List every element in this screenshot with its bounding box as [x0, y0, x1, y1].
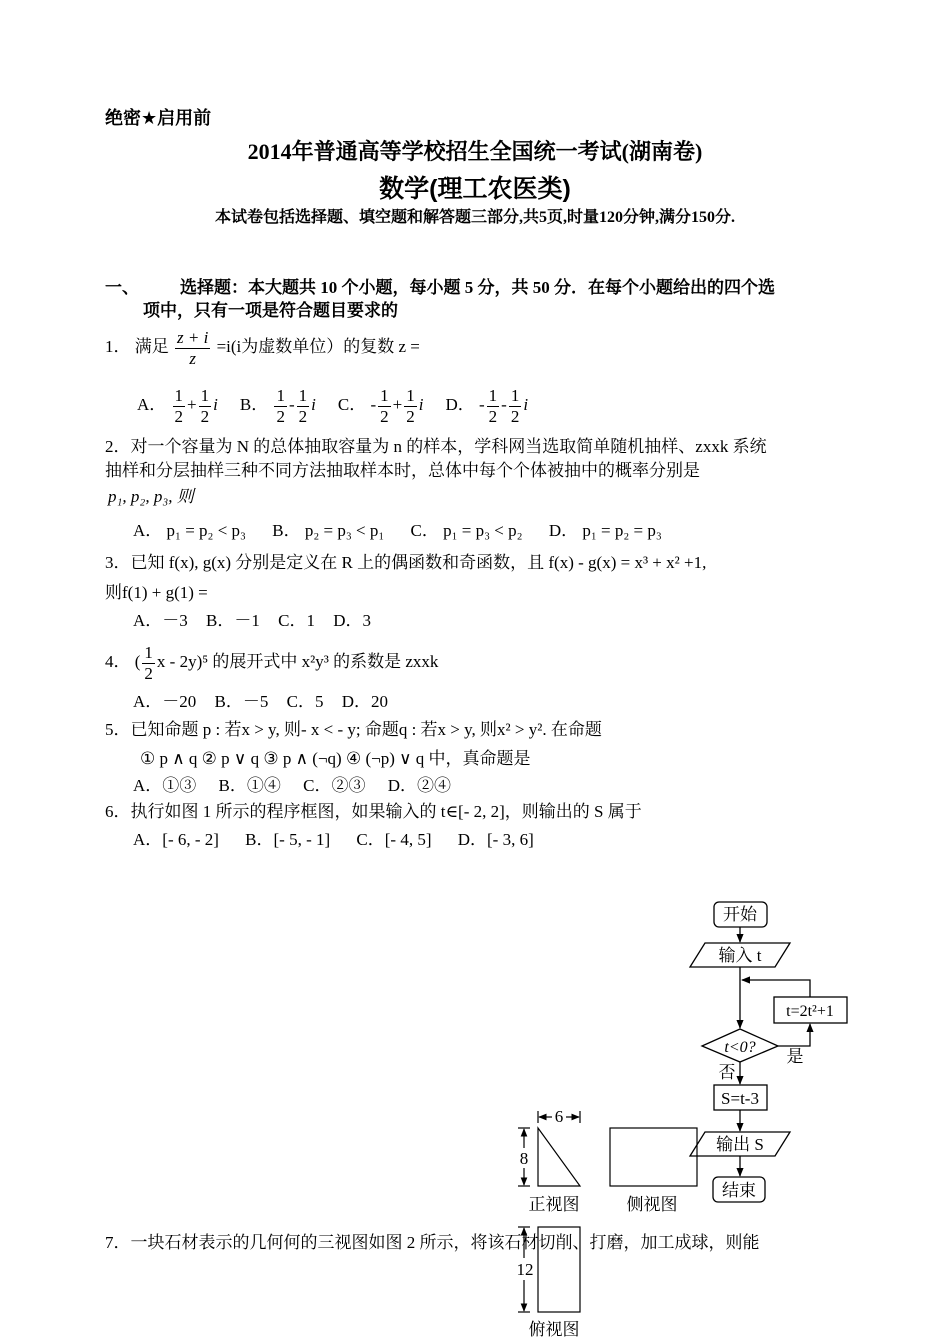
q2-option-a[interactable]: A． p₁ = p₂ < p₃	[133, 521, 246, 540]
option-label: C．	[337, 395, 367, 414]
option-operator: +	[187, 395, 197, 414]
option-label: B．	[239, 395, 269, 414]
q2-number: 2．	[105, 437, 131, 456]
imaginary-unit: i	[311, 395, 316, 414]
q6-option-c[interactable]: C．[- 4, 5]	[356, 830, 432, 849]
q6-option-b[interactable]: B．[- 5, - 1]	[245, 830, 331, 849]
subject-title: 数学(理工农医类)	[379, 175, 571, 203]
dim-height-label: 8	[519, 1149, 529, 1168]
q7-number: 7．	[105, 1233, 131, 1252]
top-view-rect	[538, 1227, 580, 1312]
q4-option-d[interactable]: D．20	[341, 692, 388, 711]
option-operator: -	[501, 395, 507, 414]
exam-note: 本试卷包括选择题、填空题和解答题三部分,共5页,时量120分钟,满分150分.	[214, 209, 735, 226]
q3-option-a[interactable]: A．－3	[133, 611, 188, 630]
option-operator: +	[392, 395, 403, 414]
q3-text-1: 已知 f(x), g(x) 分别是定义在 R 上的偶函数和奇函数，且 f(x) - g(x) = x³ + x² +1,	[130, 553, 707, 572]
frac-den: 2	[488, 406, 498, 426]
exam-title: 2014年普通高等学校招生全国统一考试(湖南卷)	[247, 139, 703, 164]
frac-num: 1	[406, 385, 415, 405]
frac-den: 2	[200, 406, 210, 426]
frac-den: 2	[406, 406, 415, 426]
option-label: D．	[445, 395, 475, 414]
q4-number: 4．	[105, 652, 131, 671]
flow-yes-label: 是	[786, 1047, 804, 1066]
dim-width-label: 6	[554, 1107, 564, 1126]
q4-paren: (	[134, 652, 141, 671]
frac-den: 2	[510, 406, 520, 426]
imaginary-unit: i	[418, 395, 424, 414]
flow-yes-arrow	[778, 1024, 810, 1046]
frac-den: 2	[276, 406, 285, 426]
front-view-triangle	[538, 1128, 580, 1186]
q1-number: 1．	[105, 337, 131, 356]
flow-start-label: 开始	[723, 905, 757, 924]
q6-number: 6．	[105, 802, 131, 821]
option-operator: -	[288, 395, 295, 414]
front-view-label: 正视图	[528, 1195, 580, 1214]
section-number: 一、	[105, 278, 139, 297]
frac-den: 2	[174, 406, 184, 426]
q3-number: 3．	[105, 553, 131, 572]
flow-input-label: 输入 t	[718, 946, 762, 965]
q1-prefix: 满足	[134, 337, 169, 356]
q5-option-c[interactable]: C．②③	[303, 776, 366, 795]
flow-no-label: 否	[718, 1063, 736, 1082]
flow-loop-arrow	[742, 980, 810, 997]
q4-option-a[interactable]: A．－20	[133, 692, 197, 711]
frac-num: 1	[298, 385, 308, 405]
q2-option-d[interactable]: D． p₁ = p₂ = p₃	[548, 521, 662, 540]
side-view-label: 侧视图	[626, 1195, 678, 1214]
frac-num: 1	[380, 385, 389, 405]
q5-option-a[interactable]: A．①③	[133, 776, 197, 795]
q2-text-1: 对一个容量为 N 的总体抽取容量为 n 的样本，学科网当选取简单随机抽样、zxxk 系统	[130, 437, 767, 456]
q1-frac-num: z + i	[177, 327, 209, 347]
frac-num: 1	[174, 385, 184, 405]
flowchart	[690, 902, 847, 1202]
flow-condition-label: t<0?	[724, 1039, 756, 1056]
q4-frac-den: 2	[144, 663, 153, 683]
q5-option-d[interactable]: D．②④	[387, 776, 451, 795]
frac-num: 1	[200, 385, 210, 405]
flow-update-label: t=2t²+1	[786, 1003, 834, 1020]
q3-option-c[interactable]: C．1	[278, 611, 315, 630]
frac-num: 1	[488, 385, 498, 405]
q4-expression: x - 2y)⁵ 的展开式中 x²y³ 的系数是 zxxk	[156, 652, 439, 671]
option-sign: -	[370, 395, 377, 414]
frac-num: 1	[510, 385, 520, 405]
q3-line2: 则f(1) + g(1) =	[105, 583, 208, 602]
q5-number: 5．	[105, 720, 131, 739]
q2-option-b[interactable]: B． p₂ = p₃ < p₁	[272, 521, 385, 540]
imaginary-unit: i	[213, 395, 218, 414]
flow-output-label: 输出 S	[716, 1135, 764, 1154]
q6-option-a[interactable]: A．[- 6, - 2]	[133, 830, 219, 849]
confidential-mark: 绝密★启用前	[105, 108, 212, 128]
q5-line2: ① p ∧ q ② p ∨ q ③ p ∧ (¬q) ④ (¬p) ∨ q 中，真命题是	[140, 749, 531, 768]
q7-text-1: 一块石材表示的几何何的三视图如图 2 所示，将该石材切削、打磨，加工成球，则能	[130, 1233, 760, 1252]
flow-end-label: 结束	[722, 1181, 756, 1200]
section-instruction-line1: 选择题：本大题共 10 个小题，每小题 5 分，共 50 分．在每个小题给出的四个选	[180, 278, 775, 297]
section-instruction-line2: 项中，只有一项是符合题目要求的	[143, 301, 398, 320]
q5-option-b[interactable]: B．①④	[218, 776, 281, 795]
q1-suffix: =i(i为虚数单位）的复数 z =	[216, 337, 420, 356]
q3-option-b[interactable]: B．－1	[206, 611, 260, 630]
q4-frac-num: 1	[144, 642, 153, 662]
q6-text-1: 执行如图 1 所示的程序框图，如果输入的 t∈[- 2, 2]，则输出的 S 属于	[130, 802, 642, 821]
imaginary-unit: i	[523, 395, 529, 414]
q6-option-d[interactable]: D．[- 3, 6]	[457, 830, 534, 849]
q4-option-b[interactable]: B．－5	[214, 692, 269, 711]
q5-text-1: 已知命题 p : 若x > y, 则- x < - y; 命题q : 若x > y, 则x² > y². 在命题	[130, 720, 602, 739]
q4-option-c[interactable]: C．5	[286, 692, 324, 711]
option-label: A．	[137, 395, 167, 414]
q3-option-d[interactable]: D．3	[333, 611, 371, 630]
dim-depth-label: 12	[516, 1260, 534, 1279]
frac-den: 2	[298, 406, 308, 426]
q2-line2: 抽样和分层抽样三种不同方法抽取样本时，总体中每个个体被抽中的概率分别是	[105, 461, 700, 480]
q2-option-c[interactable]: C． p₁ = p₃ < p₂	[410, 521, 523, 540]
q1-frac-den: z	[189, 348, 196, 368]
top-view-label: 俯视图	[528, 1320, 580, 1339]
flow-assign-label: S=t-3	[721, 1089, 759, 1108]
q2-line3: p₁, p₂, p₃, 则	[108, 487, 194, 506]
frac-num: 1	[276, 385, 285, 405]
side-view-rect	[610, 1128, 697, 1186]
frac-den: 2	[380, 406, 389, 426]
option-sign: -	[478, 395, 485, 414]
